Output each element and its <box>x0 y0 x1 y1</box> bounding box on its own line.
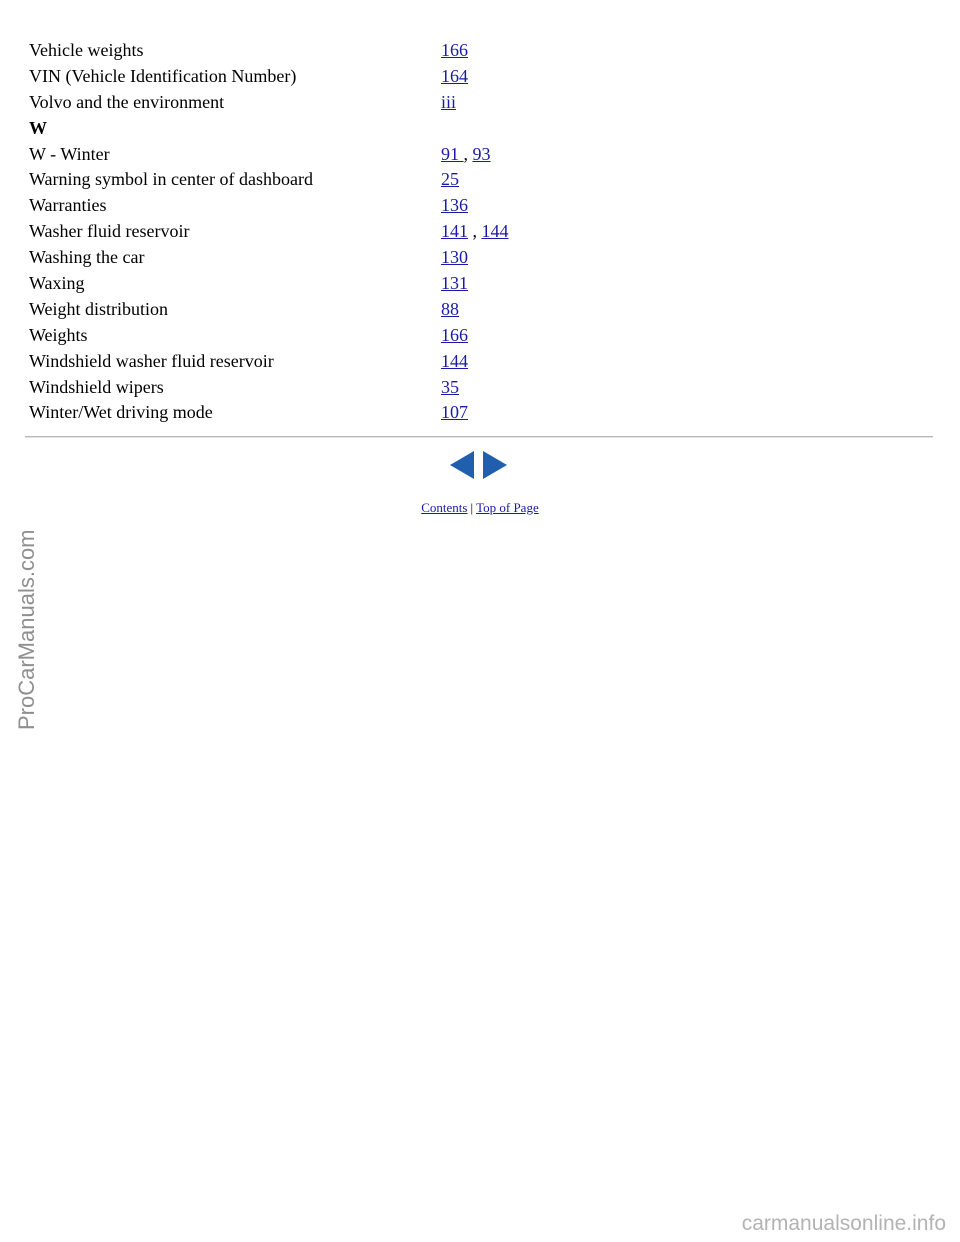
page-references <box>441 142 491 168</box>
index-letter-heading <box>29 116 929 142</box>
page-link[interactable]: 164 <box>441 65 468 86</box>
page-link[interactable]: 88 <box>441 298 459 319</box>
footer-separator: | <box>470 500 474 515</box>
index-row <box>29 38 929 64</box>
index-term: Windshield wipers <box>29 376 164 397</box>
index-row <box>29 142 929 168</box>
page-references <box>441 375 459 401</box>
arrow-left-icon[interactable] <box>450 451 474 479</box>
page-references <box>441 90 456 116</box>
page-references <box>441 219 509 245</box>
index-term: Vehicle weights <box>29 40 144 60</box>
index-term: Waxing <box>29 273 85 294</box>
page-link[interactable]: 166 <box>441 324 468 345</box>
page-references <box>441 38 468 64</box>
index-term: W - Winter <box>29 143 110 164</box>
page-link[interactable]: 131 <box>441 273 468 294</box>
bottom-watermark: carmanualsonline.info <box>741 1212 946 1235</box>
index-term: Weight distribution <box>29 298 169 319</box>
page-link[interactable]: 25 <box>441 169 459 190</box>
link-separator: , <box>463 143 473 164</box>
page-link[interactable]: 144 <box>481 221 509 242</box>
page-link[interactable]: 136 <box>441 195 468 216</box>
index-row <box>29 90 929 116</box>
top-of-page-link[interactable]: Top of Page <box>476 500 539 515</box>
page-references <box>441 64 468 90</box>
page-references <box>441 297 459 323</box>
index-term: VIN (Vehicle Identification Number) <box>29 65 297 86</box>
footer-links <box>0 499 960 517</box>
page-navigation <box>450 450 510 480</box>
index-term: Washer fluid reservoir <box>29 221 190 242</box>
index-row <box>29 375 929 401</box>
index-term: Winter/Wet driving mode <box>29 402 213 423</box>
index-term: Washing the car <box>29 247 145 268</box>
page-link[interactable]: 141 <box>441 221 468 242</box>
letter-heading-text: W <box>29 117 47 138</box>
index-list <box>29 38 929 426</box>
page-link[interactable]: 144 <box>441 350 468 371</box>
page-references <box>441 193 468 219</box>
index-term: Weights <box>29 324 88 345</box>
index-row <box>29 167 929 193</box>
page-references <box>441 400 468 426</box>
index-term: Windshield washer fluid reservoir <box>29 350 274 371</box>
page-references <box>441 349 468 375</box>
contents-link[interactable]: Contents <box>421 500 468 515</box>
page-references <box>441 271 468 297</box>
index-row <box>29 245 929 271</box>
navigation-arrows <box>450 450 510 480</box>
arrow-right-icon[interactable] <box>483 451 507 479</box>
page-references <box>441 323 468 349</box>
page-link[interactable]: 91 <box>441 143 464 164</box>
index-row <box>29 271 929 297</box>
page-link[interactable]: iii <box>441 91 457 112</box>
side-watermark: ProCarManuals.com <box>14 529 39 730</box>
index-row <box>29 349 929 375</box>
horizontal-divider <box>25 436 933 438</box>
page-link[interactable]: 166 <box>441 40 468 60</box>
page-link[interactable]: 35 <box>441 376 459 397</box>
page-link[interactable]: 107 <box>441 402 468 423</box>
page-references <box>441 245 468 271</box>
index-term: Warning symbol in center of dashboard <box>29 169 313 190</box>
index-row <box>29 323 929 349</box>
page-link[interactable]: 130 <box>441 247 468 268</box>
page-references <box>441 167 459 193</box>
index-row <box>29 64 929 90</box>
index-row <box>29 219 929 245</box>
index-term: Warranties <box>29 195 107 216</box>
index-row <box>29 400 929 426</box>
index-term: Volvo and the environment <box>29 91 225 112</box>
index-row <box>29 297 929 323</box>
link-separator: , <box>468 221 482 242</box>
page-link[interactable]: 93 <box>472 143 491 164</box>
index-row <box>29 193 929 219</box>
